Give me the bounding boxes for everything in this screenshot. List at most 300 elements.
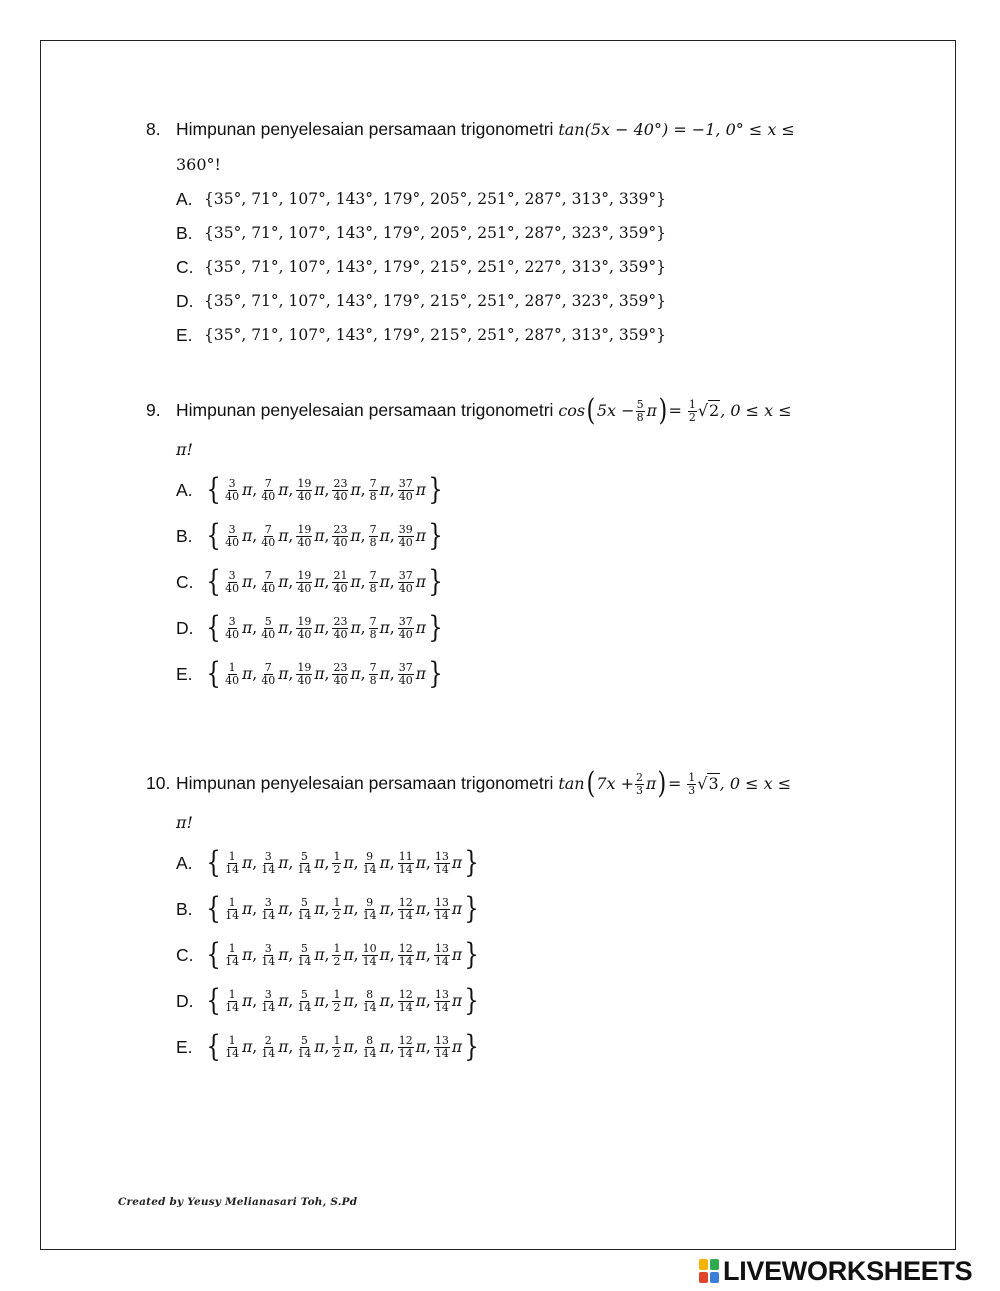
fraction-denominator: 14 <box>398 1046 413 1060</box>
fraction-numerator: 1 <box>228 941 236 955</box>
fraction-numerator: 37 <box>398 614 413 628</box>
fraction-numerator: 7 <box>264 660 272 674</box>
radicand: 2 <box>709 401 720 420</box>
fraction <box>260 478 276 503</box>
fraction-numerator: 5 <box>300 987 308 1001</box>
set-element <box>331 897 360 922</box>
option-8-d[interactable] <box>176 284 666 318</box>
set-element <box>397 851 433 876</box>
right-brace: } <box>428 472 443 507</box>
fraction <box>434 943 450 968</box>
left-brace: { <box>206 937 221 972</box>
option-9-c[interactable] <box>176 565 445 599</box>
set-element <box>397 662 426 687</box>
fraction <box>296 851 312 876</box>
fraction-numerator: 19 <box>297 614 312 628</box>
set-element <box>361 897 397 922</box>
option-letter: A. <box>176 479 193 500</box>
equation-arg-suffix: π <box>646 402 657 420</box>
fraction-numerator: 3 <box>264 941 272 955</box>
fraction-numerator: 3 <box>264 987 272 1001</box>
set-element <box>368 616 397 641</box>
right-brace: } <box>428 518 443 553</box>
fraction <box>224 524 240 549</box>
option-value <box>204 610 445 645</box>
option-8-a[interactable] <box>176 182 666 216</box>
comma: , <box>324 992 330 1010</box>
pi-symbol: π <box>278 900 289 918</box>
fraction-denominator: 3 <box>688 783 696 797</box>
comma: , <box>389 900 395 918</box>
fraction <box>296 897 312 922</box>
option-9-a[interactable] <box>176 473 445 507</box>
option-8-c[interactable] <box>176 250 666 284</box>
pi-symbol: π <box>350 665 361 683</box>
comma: , <box>425 1038 431 1056</box>
pi-symbol: π <box>242 573 253 591</box>
fraction-numerator: 7 <box>264 522 272 536</box>
fraction-denominator: 14 <box>398 908 413 922</box>
set-element <box>295 897 331 922</box>
set-element <box>331 662 367 687</box>
logo-tile <box>710 1272 719 1283</box>
fraction-denominator: 40 <box>225 535 240 549</box>
set-element <box>368 570 397 595</box>
fraction-numerator: 2 <box>264 1033 272 1047</box>
pi-symbol: π <box>415 619 426 637</box>
comma: , <box>389 854 395 872</box>
fraction-numerator: 37 <box>398 568 413 582</box>
fraction-denominator: 40 <box>333 627 348 641</box>
brand-name: LIVEWORKSHEETS <box>723 1255 973 1286</box>
pi-symbol: π <box>314 481 325 499</box>
pi-symbol: π <box>278 665 289 683</box>
fraction-denominator: 14 <box>261 862 276 876</box>
fraction-denominator: 14 <box>225 862 240 876</box>
fraction-numerator: 3 <box>228 568 236 582</box>
fraction-denominator: 14 <box>261 954 276 968</box>
set-element <box>397 989 433 1014</box>
pi-symbol: π <box>278 992 289 1010</box>
fraction <box>224 1035 240 1060</box>
pi-symbol: π <box>314 527 325 545</box>
left-brace: { <box>206 891 221 926</box>
fraction-denominator: 40 <box>225 673 240 687</box>
fraction <box>332 989 341 1014</box>
fraction <box>362 1035 378 1060</box>
fraction-numerator: 19 <box>297 568 312 582</box>
set-element <box>295 616 331 641</box>
set-element <box>295 524 331 549</box>
set-element <box>361 1035 397 1060</box>
fraction-numerator: 7 <box>369 476 377 490</box>
equation-arg-prefix: 7x + <box>596 774 635 793</box>
comma: , <box>360 573 366 591</box>
option-value <box>204 518 445 553</box>
fraction-denominator: 40 <box>398 673 413 687</box>
pi-symbol: π <box>379 665 390 683</box>
fraction-denominator: 2 <box>333 954 341 968</box>
fraction <box>332 851 341 876</box>
comma: , <box>389 665 395 683</box>
pi-symbol: π <box>415 573 426 591</box>
set-element <box>295 851 331 876</box>
fraction-numerator: 7 <box>369 522 377 536</box>
logo-tile <box>699 1272 708 1283</box>
pi-symbol: π <box>451 1038 463 1056</box>
pi-symbol: π <box>242 481 253 499</box>
liveworksheets-brand[interactable] <box>698 1256 972 1286</box>
fraction-numerator: 7 <box>369 568 377 582</box>
fraction-denominator: 8 <box>369 627 377 641</box>
comma: , <box>353 854 359 872</box>
set-element <box>259 989 295 1014</box>
option-9-e[interactable] <box>176 657 445 691</box>
fraction-numerator: 3 <box>228 522 236 536</box>
right-brace: } <box>464 1029 479 1064</box>
pi-symbol: π <box>343 854 354 872</box>
option-letter: D. <box>176 290 194 311</box>
fraction-denominator: 3 <box>636 783 644 797</box>
fraction-denominator: 2 <box>333 862 341 876</box>
set-element <box>259 570 295 595</box>
fraction-numerator: 12 <box>398 895 413 909</box>
option-letter: B. <box>176 525 193 546</box>
fraction <box>398 524 414 549</box>
pi-symbol: π <box>242 992 253 1010</box>
pi-symbol: π <box>415 992 426 1010</box>
fraction-numerator: 5 <box>300 941 308 955</box>
pi-symbol: π <box>415 900 426 918</box>
option-10-e[interactable] <box>176 1030 481 1064</box>
fraction-numerator: 39 <box>398 522 413 536</box>
comma: , <box>389 527 395 545</box>
comma: , <box>425 946 431 964</box>
pi-symbol: π <box>242 665 253 683</box>
square-root: √2 <box>697 401 720 420</box>
fraction <box>296 524 312 549</box>
set-element <box>331 524 367 549</box>
option-letter: B. <box>176 898 193 919</box>
fraction <box>434 989 450 1014</box>
set-element <box>397 570 426 595</box>
fraction-denominator: 14 <box>434 862 449 876</box>
square-root: √3 <box>697 774 719 793</box>
fraction <box>398 478 414 503</box>
option-9-d[interactable] <box>176 611 445 645</box>
fraction-denominator: 14 <box>225 908 240 922</box>
option-10-c[interactable] <box>176 938 481 972</box>
comma: , <box>353 1038 359 1056</box>
set-element <box>223 897 259 922</box>
option-letter: E. <box>176 663 193 684</box>
fraction <box>398 1035 414 1060</box>
option-value <box>204 937 481 972</box>
fraction-denominator: 14 <box>297 1000 312 1014</box>
fraction <box>296 989 312 1014</box>
pi-symbol: π <box>350 619 361 637</box>
pi-symbol: π <box>415 1038 426 1056</box>
fraction <box>398 897 414 922</box>
comma: , <box>252 619 258 637</box>
fraction-numerator: 7 <box>369 660 377 674</box>
right-brace: } <box>464 845 479 880</box>
fraction <box>332 897 341 922</box>
option-value <box>204 1029 481 1064</box>
equation-arg-fraction <box>636 399 645 424</box>
set-element <box>433 897 462 922</box>
option-10-a[interactable] <box>176 846 481 880</box>
set-element <box>259 524 295 549</box>
fraction-denominator: 14 <box>434 1000 449 1014</box>
pi-symbol: π <box>242 900 253 918</box>
comma: , <box>360 619 366 637</box>
fraction-numerator: 5 <box>300 849 308 863</box>
pi-symbol: π <box>379 992 390 1010</box>
comma: , <box>360 527 366 545</box>
set-element <box>361 943 397 968</box>
option-10-b[interactable] <box>176 892 481 926</box>
question-10-line <box>146 764 870 802</box>
pi-symbol: π <box>278 946 289 964</box>
comma: , <box>288 900 294 918</box>
fraction <box>369 478 378 503</box>
fraction-denominator: 40 <box>225 489 240 503</box>
pi-symbol: π <box>379 527 390 545</box>
fraction-numerator: 13 <box>434 1033 449 1047</box>
pi-symbol: π <box>379 1038 390 1056</box>
option-letter: D. <box>176 617 194 638</box>
fraction <box>224 851 240 876</box>
comma: , <box>425 854 431 872</box>
fraction-numerator: 12 <box>398 987 413 1001</box>
set-element <box>259 478 295 503</box>
option-8-b[interactable] <box>176 216 666 250</box>
equation-domain: , 0 ≤ x ≤ <box>719 774 792 793</box>
fraction <box>260 989 276 1014</box>
pi-symbol: π <box>343 946 354 964</box>
pi-symbol: π <box>278 481 289 499</box>
pi-symbol: π <box>415 946 426 964</box>
fraction-numerator: 13 <box>434 895 449 909</box>
fraction-denominator: 40 <box>333 489 348 503</box>
fraction <box>332 570 348 595</box>
fraction-denominator: 14 <box>362 954 377 968</box>
comma: , <box>252 946 258 964</box>
left-brace: { <box>206 1029 221 1064</box>
fraction-numerator: 19 <box>297 660 312 674</box>
fraction-denominator: 14 <box>434 954 449 968</box>
set-element <box>223 570 259 595</box>
option-8-e[interactable] <box>176 318 666 352</box>
set-element <box>331 616 367 641</box>
set-element <box>397 943 433 968</box>
set-element <box>259 662 295 687</box>
right-paren: ) <box>658 393 668 428</box>
fraction <box>362 943 378 968</box>
fraction <box>260 851 276 876</box>
option-10-d[interactable] <box>176 984 481 1018</box>
question-9 <box>146 391 870 691</box>
pi-symbol: π <box>379 854 390 872</box>
question-number: 8. <box>146 119 161 139</box>
fraction <box>332 616 348 641</box>
comma: , <box>288 665 294 683</box>
pi-symbol: π <box>314 946 325 964</box>
fraction-numerator: 13 <box>434 849 449 863</box>
fraction-numerator: 19 <box>297 476 312 490</box>
right-brace: } <box>464 891 479 926</box>
radicand: 3 <box>708 774 719 793</box>
option-value <box>204 845 481 880</box>
question-text: Himpunan penyelesaian persamaan trigonometri <box>176 773 554 793</box>
set-element <box>433 989 462 1014</box>
fraction-denominator: 40 <box>261 673 276 687</box>
comma: , <box>288 1038 294 1056</box>
left-paren: ( <box>586 393 596 428</box>
comma: , <box>324 900 330 918</box>
pi-symbol: π <box>314 573 325 591</box>
fraction <box>398 662 414 687</box>
fraction-numerator: 1 <box>228 660 236 674</box>
set-element <box>397 616 426 641</box>
set-element <box>361 851 397 876</box>
fraction <box>398 616 414 641</box>
pi-symbol: π <box>314 992 325 1010</box>
logo-tile <box>699 1259 708 1270</box>
pi-symbol: π <box>350 527 361 545</box>
question-text: Himpunan penyelesaian persamaan trigonometri <box>176 119 554 139</box>
set-element <box>295 1035 331 1060</box>
comma: , <box>389 573 395 591</box>
fraction-denominator: 14 <box>398 862 413 876</box>
fraction-denominator: 8 <box>369 581 377 595</box>
equation-domain: , 0 ≤ x ≤ <box>720 401 792 420</box>
set-element <box>368 478 397 503</box>
set-element <box>397 897 433 922</box>
fraction-numerator: 3 <box>228 476 236 490</box>
fraction-denominator: 40 <box>297 627 312 641</box>
comma: , <box>252 665 258 683</box>
fraction-denominator: 2 <box>333 908 341 922</box>
left-brace: { <box>206 983 221 1018</box>
question-text: Himpunan penyelesaian persamaan trigonometri <box>176 400 554 420</box>
comma: , <box>324 527 330 545</box>
fraction <box>224 897 240 922</box>
fraction <box>224 478 240 503</box>
set-element <box>397 1035 433 1060</box>
fraction-numerator: 5 <box>264 614 272 628</box>
option-value <box>204 656 445 691</box>
fraction-denominator: 8 <box>369 673 377 687</box>
comma: , <box>425 992 431 1010</box>
right-brace: } <box>428 610 443 645</box>
fraction-denominator: 14 <box>398 1000 413 1014</box>
fraction-denominator: 40 <box>297 489 312 503</box>
fraction-denominator: 40 <box>398 489 413 503</box>
fraction <box>296 570 312 595</box>
fraction-denominator: 14 <box>434 908 449 922</box>
comma: , <box>252 527 258 545</box>
pi-symbol: π <box>242 619 253 637</box>
pi-symbol: π <box>278 1038 289 1056</box>
fraction-denominator: 40 <box>333 673 348 687</box>
pi-symbol: π <box>415 527 426 545</box>
option-letter: B. <box>176 222 193 243</box>
fraction <box>260 524 276 549</box>
fraction <box>369 616 378 641</box>
fraction-numerator: 23 <box>333 660 348 674</box>
right-brace: } <box>428 564 443 599</box>
pi-symbol: π <box>242 527 253 545</box>
fraction-denominator: 14 <box>225 1000 240 1014</box>
pi-symbol: π <box>242 854 253 872</box>
question-8 <box>146 110 870 345</box>
fraction-numerator: 1 <box>333 941 341 955</box>
set-element <box>361 989 397 1014</box>
fraction-numerator: 3 <box>264 895 272 909</box>
fraction-denominator: 14 <box>261 1046 276 1060</box>
pi-symbol: π <box>242 1038 253 1056</box>
fraction-denominator: 14 <box>362 1000 377 1014</box>
option-9-b[interactable] <box>176 519 445 553</box>
left-brace: { <box>206 656 221 691</box>
option-letter: A. <box>176 852 193 873</box>
set-element <box>295 570 331 595</box>
set-element <box>259 943 295 968</box>
comma: , <box>324 573 330 591</box>
fraction <box>332 478 348 503</box>
pi-symbol: π <box>415 481 426 499</box>
pi-symbol: π <box>278 854 289 872</box>
fraction-denominator: 40 <box>398 581 413 595</box>
pi-symbol: π <box>242 946 253 964</box>
fraction-numerator: 37 <box>398 660 413 674</box>
comma: , <box>389 946 395 964</box>
fraction <box>224 989 240 1014</box>
pi-symbol: π <box>451 992 463 1010</box>
fraction-numerator: 10 <box>362 941 377 955</box>
fraction-numerator: 5 <box>636 397 644 411</box>
set-element <box>295 943 331 968</box>
fraction-denominator: 14 <box>297 908 312 922</box>
comma: , <box>288 946 294 964</box>
fraction-denominator: 14 <box>297 1046 312 1060</box>
fraction <box>434 851 450 876</box>
fraction <box>362 851 378 876</box>
fraction-numerator: 21 <box>333 568 348 582</box>
question-equation: tan(5x − 40°) = −1, 0° ≤ x ≤ <box>558 120 795 139</box>
fraction <box>260 897 276 922</box>
fraction-numerator: 7 <box>264 568 272 582</box>
question-9-line <box>146 391 870 429</box>
option-letter: C. <box>176 571 194 592</box>
fraction-denominator: 14 <box>434 1046 449 1060</box>
fraction <box>398 851 414 876</box>
option-value <box>204 983 481 1018</box>
fraction-numerator: 1 <box>333 987 341 1001</box>
fraction <box>224 662 240 687</box>
fraction-denominator: 14 <box>398 954 413 968</box>
option-letter: D. <box>176 990 194 1011</box>
set-element <box>259 616 295 641</box>
set-element <box>295 989 331 1014</box>
set-element <box>331 478 367 503</box>
fraction-numerator: 2 <box>636 770 644 784</box>
fraction-denominator: 40 <box>398 535 413 549</box>
fraction-numerator: 7 <box>369 614 377 628</box>
question-8-line <box>146 110 870 148</box>
